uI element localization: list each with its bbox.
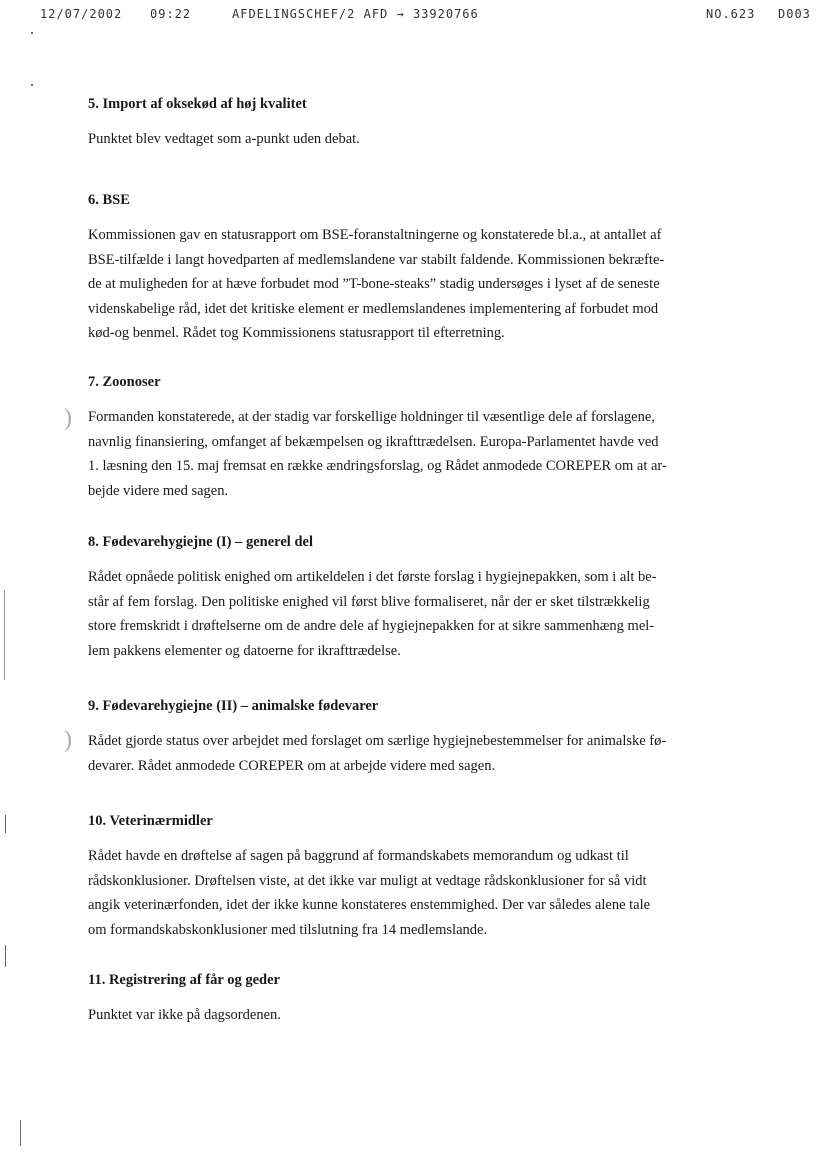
fax-time: 09:22 — [150, 7, 192, 21]
text-line: angik veterinærfonden, idet der ikke kunne konstateres enstemmighed. Der var således alene tale — [88, 897, 651, 913]
text-line: står af fem forslag. Den politiske enighed vil først blive formaliseret, når der er sket tilstrækkelig — [88, 593, 650, 610]
text-line: BSE-tilfælde i langt hovedparten af medlemslandene var stabilt faldende. Kommissionen bekræfte- — [88, 251, 665, 268]
text-line: Formanden konstaterede, at der stadig var forskellige holdninger til væsentlige dele af forslagene, — [88, 409, 655, 425]
section-10 — [88, 811, 768, 942]
fax-date: 12/07/2002 — [40, 7, 123, 21]
text-line: om formandskabskonklusioner med tilslutning fra 14 medlemslande. — [88, 921, 488, 938]
text-line: de at muligheden for at hæve forbudet mod ”T-bone-steaks” stadig undersøges i lyset af de seneste — [88, 276, 660, 292]
text-line: videnskabelige råd, idet det kritiske element er medlemslandenes implementering af forbudet mod — [88, 300, 659, 317]
fax-header — [0, 0, 827, 26]
text-line: store fremskridt i drøftelserne om de andre dele af hygiejnepakken for at sikre sammenhæng mel- — [88, 618, 655, 634]
scan-line — [5, 815, 6, 833]
section-text — [88, 127, 768, 152]
hole-punch-mark: ) — [64, 405, 72, 431]
section-9 — [88, 696, 768, 778]
section-heading: 7. Zoonoser — [88, 374, 161, 390]
text-line: 1. læsning den 15. maj fremsat en række ændringsforslag, og Rådet anmodede COREPER om at ar- — [88, 458, 667, 474]
text-line: Rådet opnåede politisk enighed om artikeldelen i det første forslag i hygiejnepakken, som i alt be- — [88, 569, 657, 585]
section-heading: 5. Import af oksekød af høj kvalitet — [88, 96, 307, 112]
section-text — [88, 729, 768, 778]
text-line: Kommissionen gav en statusrapport om BSE-foranstaltningerne og konstaterede bl.a., at antallet af — [88, 227, 662, 243]
text-line: Punktet blev vedtaget som a-punkt uden debat. — [88, 131, 360, 147]
text-line: kød-og benmel. Rådet tog Kommissionens statusrapport til efterretning. — [88, 325, 505, 341]
text-line: devarer. Rådet anmodede COREPER om at arbejde videre med sagen. — [88, 757, 496, 774]
section-7 — [88, 372, 768, 503]
section-text — [88, 223, 768, 346]
section-heading: 10. Veterinærmidler — [88, 813, 213, 829]
text-line: lem pakkens elementer og datoerne for ikrafttrædelse. — [88, 642, 401, 659]
section-heading: 11. Registrering af får og geder — [88, 972, 280, 988]
scan-line — [5, 945, 6, 967]
text-line: Punktet var ikke på dagsordenen. — [88, 1007, 281, 1023]
section-5 — [88, 94, 768, 152]
scan-dot — [31, 84, 33, 86]
section-8 — [88, 532, 768, 663]
text-line: Rådet gjorde status over arbejdet med forslaget om særlige hygiejnebestemmelser for animalske fø- — [88, 733, 667, 749]
text-line: Rådet havde en drøftelse af sagen på baggrund af formandskabets memorandum og udkast til — [88, 848, 629, 864]
section-11 — [88, 970, 768, 1028]
section-text — [88, 844, 768, 942]
section-text — [88, 405, 768, 503]
text-line: navnlig finansiering, omfanget af bekæmpelsen og ikrafttrædelsen. Europa-Parlamentet havde ved — [88, 433, 659, 450]
section-6 — [88, 190, 768, 346]
section-heading: 8. Fødevarehygiejne (I) – generel del — [88, 534, 313, 550]
scan-line — [4, 590, 5, 680]
section-heading: 9. Fødevarehygiejne (II) – animalske fødevarer — [88, 698, 379, 714]
section-text — [88, 565, 768, 663]
section-text — [88, 1003, 768, 1028]
text-line: bejde videre med sagen. — [88, 482, 229, 499]
fax-sender: AFDELINGSCHEF/2 AFD → 33920766 — [232, 7, 479, 21]
scan-dot — [31, 32, 33, 34]
hole-punch-mark: ) — [64, 727, 72, 753]
text-line: rådskonklusioner. Drøftelsen viste, at det ikke var muligt at vedtage rådskonklusioner for så vidt — [88, 872, 647, 889]
fax-page: D003 — [778, 7, 811, 21]
fax-number: NO.623 — [706, 7, 756, 21]
scan-line — [20, 1120, 21, 1146]
section-heading: 6. BSE — [88, 192, 130, 208]
